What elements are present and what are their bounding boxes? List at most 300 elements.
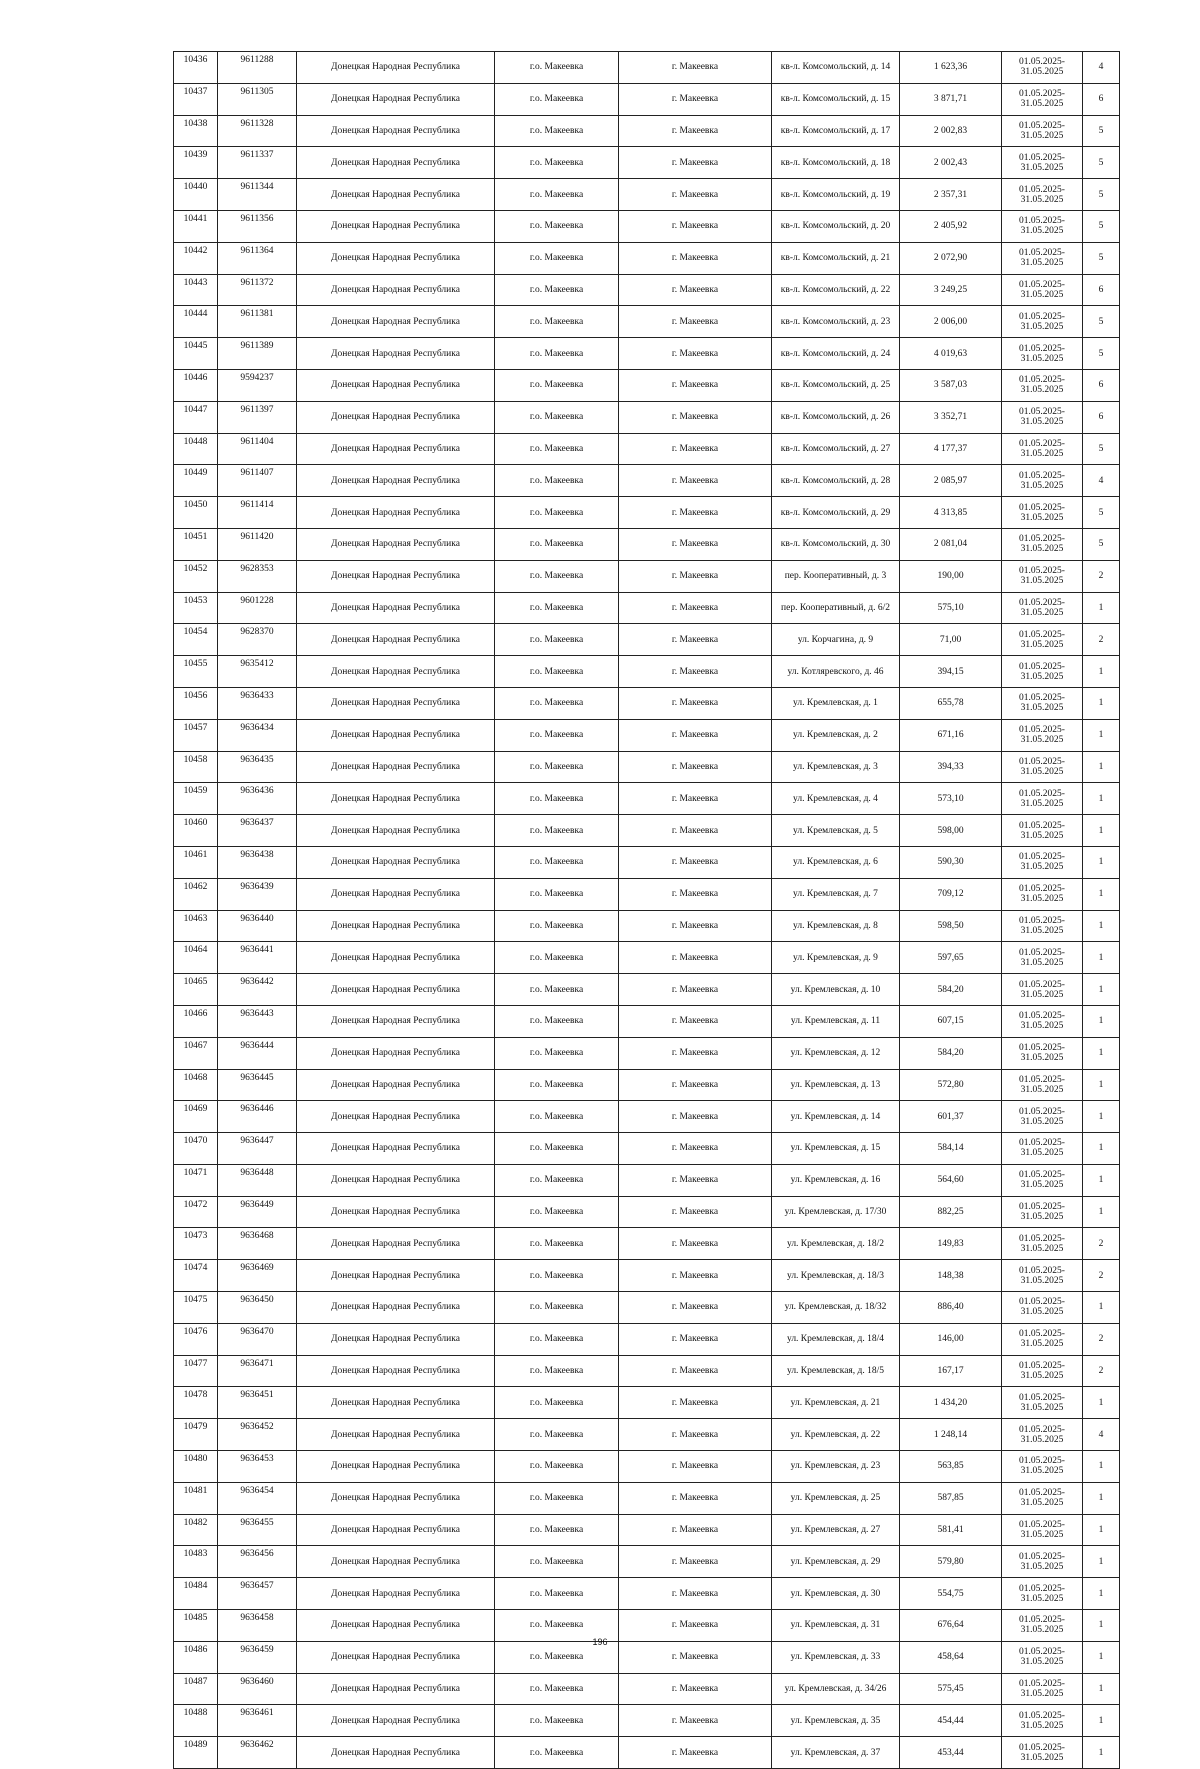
- count-cell: 6: [1083, 369, 1120, 401]
- table-row: [174, 1323, 1120, 1355]
- row-number-cell: 10444: [174, 306, 218, 338]
- area-cell: 709,12: [900, 878, 1002, 910]
- table-row: [174, 942, 1120, 974]
- area-cell: 584,20: [900, 974, 1002, 1006]
- city-cell: г. Макеевка: [619, 1705, 772, 1737]
- period-cell: 01.05.2025-31.05.2025: [1002, 115, 1083, 147]
- table-row: [174, 465, 1120, 497]
- region-cell: Донецкая Народная Республика: [297, 942, 495, 974]
- city-cell: г. Макеевка: [619, 1069, 772, 1101]
- area-cell: 2 357,31: [900, 179, 1002, 211]
- object-id-cell: 9636454: [218, 1482, 297, 1514]
- object-id-cell: 9636452: [218, 1419, 297, 1451]
- address-cell: ул. Кремлевская, д. 8: [772, 910, 900, 942]
- city-cell: г. Макеевка: [619, 1673, 772, 1705]
- row-number-cell: 10479: [174, 1419, 218, 1451]
- table-row: [174, 1196, 1120, 1228]
- table-row: [174, 242, 1120, 274]
- row-number-cell: 10484: [174, 1578, 218, 1610]
- count-cell: 1: [1083, 1101, 1120, 1133]
- address-cell: ул. Кремлевская, д. 22: [772, 1419, 900, 1451]
- table-row: [174, 1705, 1120, 1737]
- address-cell: ул. Кремлевская, д. 15: [772, 1133, 900, 1165]
- address-cell: ул. Кремлевская, д. 18/4: [772, 1323, 900, 1355]
- count-cell: 2: [1083, 624, 1120, 656]
- region-cell: Донецкая Народная Республика: [297, 1514, 495, 1546]
- area-cell: 590,30: [900, 846, 1002, 878]
- table-row: [174, 1164, 1120, 1196]
- region-cell: Донецкая Народная Республика: [297, 497, 495, 529]
- count-cell: 1: [1083, 974, 1120, 1006]
- area-cell: 4 177,37: [900, 433, 1002, 465]
- city-cell: г. Макеевка: [619, 1514, 772, 1546]
- count-cell: 1: [1083, 1387, 1120, 1419]
- region-cell: Донецкая Народная Республика: [297, 1069, 495, 1101]
- area-cell: 2 002,83: [900, 115, 1002, 147]
- region-cell: Донецкая Народная Республика: [297, 751, 495, 783]
- address-cell: ул. Кремлевская, д. 7: [772, 878, 900, 910]
- city-cell: г. Макеевка: [619, 306, 772, 338]
- address-cell: ул. Кремлевская, д. 17/30: [772, 1196, 900, 1228]
- area-cell: 2 002,43: [900, 147, 1002, 179]
- table-body: [174, 52, 1120, 1769]
- region-cell: Донецкая Народная Республика: [297, 1610, 495, 1642]
- object-id-cell: 9636450: [218, 1292, 297, 1324]
- address-cell: кв-л. Комсомольский, д. 25: [772, 369, 900, 401]
- table-row: [174, 1037, 1120, 1069]
- city-cell: г. Макеевка: [619, 369, 772, 401]
- region-cell: Донецкая Народная Республика: [297, 910, 495, 942]
- object-id-cell: 9636433: [218, 687, 297, 719]
- area-cell: 4 019,63: [900, 338, 1002, 370]
- district-cell: г.о. Макеевка: [495, 974, 619, 1006]
- address-cell: ул. Кремлевская, д. 29: [772, 1546, 900, 1578]
- area-cell: 601,37: [900, 1101, 1002, 1133]
- district-cell: г.о. Макеевка: [495, 1323, 619, 1355]
- count-cell: 2: [1083, 1228, 1120, 1260]
- region-cell: Донецкая Народная Республика: [297, 1546, 495, 1578]
- district-cell: г.о. Макеевка: [495, 497, 619, 529]
- region-cell: Донецкая Народная Республика: [297, 52, 495, 84]
- period-cell: 01.05.2025-31.05.2025: [1002, 942, 1083, 974]
- city-cell: г. Макеевка: [619, 465, 772, 497]
- table-row: [174, 560, 1120, 592]
- city-cell: г. Макеевка: [619, 1133, 772, 1165]
- object-id-cell: 9636445: [218, 1069, 297, 1101]
- region-cell: Донецкая Народная Республика: [297, 306, 495, 338]
- region-cell: Донецкая Народная Республика: [297, 115, 495, 147]
- address-cell: ул. Кремлевская, д. 18/5: [772, 1355, 900, 1387]
- period-cell: 01.05.2025-31.05.2025: [1002, 1578, 1083, 1610]
- address-cell: ул. Кремлевская, д. 34/26: [772, 1673, 900, 1705]
- area-cell: 584,14: [900, 1133, 1002, 1165]
- period-cell: 01.05.2025-31.05.2025: [1002, 179, 1083, 211]
- row-number-cell: 10451: [174, 528, 218, 560]
- period-cell: 01.05.2025-31.05.2025: [1002, 1546, 1083, 1578]
- city-cell: г. Макеевка: [619, 338, 772, 370]
- row-number-cell: 10437: [174, 83, 218, 115]
- city-cell: г. Макеевка: [619, 974, 772, 1006]
- area-cell: 3 352,71: [900, 401, 1002, 433]
- count-cell: 1: [1083, 1451, 1120, 1483]
- count-cell: 1: [1083, 1482, 1120, 1514]
- row-number-cell: 10471: [174, 1164, 218, 1196]
- row-number-cell: 10442: [174, 242, 218, 274]
- row-number-cell: 10478: [174, 1387, 218, 1419]
- city-cell: г. Макеевка: [619, 83, 772, 115]
- object-id-cell: 9611364: [218, 242, 297, 274]
- period-cell: 01.05.2025-31.05.2025: [1002, 1323, 1083, 1355]
- region-cell: Донецкая Народная Республика: [297, 1260, 495, 1292]
- district-cell: г.о. Макеевка: [495, 465, 619, 497]
- region-cell: Донецкая Народная Республика: [297, 1641, 495, 1673]
- region-cell: Донецкая Народная Республика: [297, 1578, 495, 1610]
- period-cell: 01.05.2025-31.05.2025: [1002, 274, 1083, 306]
- count-cell: 1: [1083, 1641, 1120, 1673]
- region-cell: Донецкая Народная Республика: [297, 147, 495, 179]
- object-id-cell: 9636439: [218, 878, 297, 910]
- area-cell: 458,64: [900, 1641, 1002, 1673]
- region-cell: Донецкая Народная Республика: [297, 179, 495, 211]
- region-cell: Донецкая Народная Республика: [297, 433, 495, 465]
- period-cell: 01.05.2025-31.05.2025: [1002, 624, 1083, 656]
- count-cell: 5: [1083, 115, 1120, 147]
- object-id-cell: 9636462: [218, 1737, 297, 1769]
- row-number-cell: 10459: [174, 783, 218, 815]
- count-cell: 5: [1083, 528, 1120, 560]
- city-cell: г. Макеевка: [619, 401, 772, 433]
- district-cell: г.о. Макеевка: [495, 1387, 619, 1419]
- region-cell: Донецкая Народная Республика: [297, 974, 495, 1006]
- district-cell: г.о. Макеевка: [495, 1514, 619, 1546]
- object-id-cell: 9611337: [218, 147, 297, 179]
- region-cell: Донецкая Народная Республика: [297, 592, 495, 624]
- object-id-cell: 9611372: [218, 274, 297, 306]
- area-cell: 607,15: [900, 1005, 1002, 1037]
- object-id-cell: 9636447: [218, 1133, 297, 1165]
- object-id-cell: 9636460: [218, 1673, 297, 1705]
- count-cell: 1: [1083, 1514, 1120, 1546]
- address-cell: ул. Кремлевская, д. 18/2: [772, 1228, 900, 1260]
- district-cell: г.о. Макеевка: [495, 433, 619, 465]
- table-row: [174, 910, 1120, 942]
- region-cell: Донецкая Народная Республика: [297, 1737, 495, 1769]
- object-id-cell: 9636436: [218, 783, 297, 815]
- object-id-cell: 9611389: [218, 338, 297, 370]
- row-number-cell: 10456: [174, 687, 218, 719]
- row-number-cell: 10464: [174, 942, 218, 974]
- region-cell: Донецкая Народная Республика: [297, 1228, 495, 1260]
- table-row: [174, 433, 1120, 465]
- row-number-cell: 10465: [174, 974, 218, 1006]
- count-cell: 1: [1083, 1578, 1120, 1610]
- district-cell: г.о. Макеевка: [495, 1705, 619, 1737]
- period-cell: 01.05.2025-31.05.2025: [1002, 338, 1083, 370]
- area-cell: 886,40: [900, 1292, 1002, 1324]
- district-cell: г.о. Макеевка: [495, 1610, 619, 1642]
- city-cell: г. Макеевка: [619, 115, 772, 147]
- object-id-cell: 9636435: [218, 751, 297, 783]
- row-number-cell: 10474: [174, 1260, 218, 1292]
- table-row: [174, 687, 1120, 719]
- city-cell: г. Макеевка: [619, 719, 772, 751]
- area-cell: 148,38: [900, 1260, 1002, 1292]
- address-cell: ул. Кремлевская, д. 18/3: [772, 1260, 900, 1292]
- area-cell: 454,44: [900, 1705, 1002, 1737]
- region-cell: Донецкая Народная Республика: [297, 878, 495, 910]
- period-cell: 01.05.2025-31.05.2025: [1002, 1133, 1083, 1165]
- city-cell: г. Макеевка: [619, 624, 772, 656]
- address-cell: ул. Кремлевская, д. 18/32: [772, 1292, 900, 1324]
- row-number-cell: 10467: [174, 1037, 218, 1069]
- area-cell: 597,65: [900, 942, 1002, 974]
- city-cell: г. Макеевка: [619, 1482, 772, 1514]
- address-cell: ул. Кремлевская, д. 13: [772, 1069, 900, 1101]
- table-row: [174, 1069, 1120, 1101]
- period-cell: 01.05.2025-31.05.2025: [1002, 656, 1083, 688]
- row-number-cell: 10466: [174, 1005, 218, 1037]
- city-cell: г. Макеевка: [619, 1546, 772, 1578]
- region-cell: Донецкая Народная Республика: [297, 1355, 495, 1387]
- area-cell: 671,16: [900, 719, 1002, 751]
- object-id-cell: 9611356: [218, 210, 297, 242]
- region-cell: Донецкая Народная Республика: [297, 83, 495, 115]
- city-cell: г. Макеевка: [619, 242, 772, 274]
- region-cell: Донецкая Народная Республика: [297, 783, 495, 815]
- city-cell: г. Макеевка: [619, 1610, 772, 1642]
- row-number-cell: 10455: [174, 656, 218, 688]
- row-number-cell: 10468: [174, 1069, 218, 1101]
- object-id-cell: 9611305: [218, 83, 297, 115]
- district-cell: г.о. Макеевка: [495, 83, 619, 115]
- table-row: [174, 1355, 1120, 1387]
- object-id-cell: 9611381: [218, 306, 297, 338]
- area-cell: 190,00: [900, 560, 1002, 592]
- district-cell: г.о. Макеевка: [495, 1228, 619, 1260]
- period-cell: 01.05.2025-31.05.2025: [1002, 306, 1083, 338]
- table-row: [174, 1419, 1120, 1451]
- city-cell: г. Макеевка: [619, 878, 772, 910]
- object-id-cell: 9611414: [218, 497, 297, 529]
- region-cell: Донецкая Народная Республика: [297, 1705, 495, 1737]
- period-cell: 01.05.2025-31.05.2025: [1002, 210, 1083, 242]
- row-number-cell: 10454: [174, 624, 218, 656]
- city-cell: г. Макеевка: [619, 1101, 772, 1133]
- address-cell: ул. Кремлевская, д. 14: [772, 1101, 900, 1133]
- district-cell: г.о. Макеевка: [495, 115, 619, 147]
- period-cell: 01.05.2025-31.05.2025: [1002, 719, 1083, 751]
- object-id-cell: 9636455: [218, 1514, 297, 1546]
- table-row: [174, 1387, 1120, 1419]
- row-number-cell: 10483: [174, 1546, 218, 1578]
- city-cell: г. Макеевка: [619, 942, 772, 974]
- period-cell: 01.05.2025-31.05.2025: [1002, 1228, 1083, 1260]
- row-number-cell: 10470: [174, 1133, 218, 1165]
- district-cell: г.о. Макеевка: [495, 1482, 619, 1514]
- count-cell: 5: [1083, 306, 1120, 338]
- district-cell: г.о. Макеевка: [495, 369, 619, 401]
- row-number-cell: 10458: [174, 751, 218, 783]
- address-cell: ул. Кремлевская, д. 2: [772, 719, 900, 751]
- region-cell: Донецкая Народная Республика: [297, 1133, 495, 1165]
- city-cell: г. Макеевка: [619, 1355, 772, 1387]
- address-cell: ул. Кремлевская, д. 6: [772, 846, 900, 878]
- row-number-cell: 10473: [174, 1228, 218, 1260]
- period-cell: 01.05.2025-31.05.2025: [1002, 1482, 1083, 1514]
- row-number-cell: 10462: [174, 878, 218, 910]
- region-cell: Донецкая Народная Республика: [297, 401, 495, 433]
- address-cell: ул. Котляревского, д. 46: [772, 656, 900, 688]
- row-number-cell: 10486: [174, 1641, 218, 1673]
- region-cell: Донецкая Народная Республика: [297, 369, 495, 401]
- period-cell: 01.05.2025-31.05.2025: [1002, 1387, 1083, 1419]
- count-cell: 1: [1083, 592, 1120, 624]
- region-cell: Донецкая Народная Республика: [297, 242, 495, 274]
- period-cell: 01.05.2025-31.05.2025: [1002, 1005, 1083, 1037]
- period-cell: 01.05.2025-31.05.2025: [1002, 878, 1083, 910]
- area-cell: 584,20: [900, 1037, 1002, 1069]
- address-cell: кв-л. Комсомольский, д. 22: [772, 274, 900, 306]
- city-cell: г. Макеевка: [619, 1737, 772, 1769]
- count-cell: 1: [1083, 1037, 1120, 1069]
- city-cell: г. Макеевка: [619, 1164, 772, 1196]
- row-number-cell: 10461: [174, 846, 218, 878]
- period-cell: 01.05.2025-31.05.2025: [1002, 1451, 1083, 1483]
- address-cell: ул. Кремлевская, д. 25: [772, 1482, 900, 1514]
- area-cell: 655,78: [900, 687, 1002, 719]
- table-row: [174, 338, 1120, 370]
- object-id-cell: 9636459: [218, 1641, 297, 1673]
- city-cell: г. Макеевка: [619, 274, 772, 306]
- table-row: [174, 1260, 1120, 1292]
- city-cell: г. Макеевка: [619, 1260, 772, 1292]
- table-row: [174, 1514, 1120, 1546]
- table-row: [174, 1578, 1120, 1610]
- count-cell: 6: [1083, 274, 1120, 306]
- row-number-cell: 10446: [174, 369, 218, 401]
- address-cell: кв-л. Комсомольский, д. 24: [772, 338, 900, 370]
- count-cell: 1: [1083, 1292, 1120, 1324]
- area-cell: 575,10: [900, 592, 1002, 624]
- count-cell: 1: [1083, 1005, 1120, 1037]
- object-id-cell: 9636451: [218, 1387, 297, 1419]
- period-cell: 01.05.2025-31.05.2025: [1002, 1673, 1083, 1705]
- count-cell: 2: [1083, 560, 1120, 592]
- address-cell: пер. Кооперативный, д. 6/2: [772, 592, 900, 624]
- object-id-cell: 9635412: [218, 656, 297, 688]
- city-cell: г. Макеевка: [619, 815, 772, 847]
- area-cell: 71,00: [900, 624, 1002, 656]
- period-cell: 01.05.2025-31.05.2025: [1002, 846, 1083, 878]
- district-cell: г.о. Макеевка: [495, 910, 619, 942]
- region-cell: Донецкая Народная Республика: [297, 1196, 495, 1228]
- table-row: [174, 210, 1120, 242]
- count-cell: 5: [1083, 338, 1120, 370]
- district-cell: г.о. Макеевка: [495, 783, 619, 815]
- period-cell: 01.05.2025-31.05.2025: [1002, 1196, 1083, 1228]
- object-id-cell: 9636453: [218, 1451, 297, 1483]
- district-cell: г.о. Макеевка: [495, 1355, 619, 1387]
- district-cell: г.о. Макеевка: [495, 1164, 619, 1196]
- row-number-cell: 10485: [174, 1610, 218, 1642]
- count-cell: 5: [1083, 147, 1120, 179]
- district-cell: г.о. Макеевка: [495, 1451, 619, 1483]
- district-cell: г.о. Макеевка: [495, 210, 619, 242]
- area-cell: 146,00: [900, 1323, 1002, 1355]
- count-cell: 1: [1083, 687, 1120, 719]
- area-cell: 563,85: [900, 1451, 1002, 1483]
- row-number-cell: 10452: [174, 560, 218, 592]
- district-cell: г.о. Макеевка: [495, 1292, 619, 1324]
- city-cell: г. Макеевка: [619, 1228, 772, 1260]
- count-cell: 1: [1083, 815, 1120, 847]
- district-cell: г.о. Макеевка: [495, 1037, 619, 1069]
- area-cell: 1 434,20: [900, 1387, 1002, 1419]
- table-row: [174, 974, 1120, 1006]
- count-cell: 1: [1083, 878, 1120, 910]
- object-id-cell: 9636468: [218, 1228, 297, 1260]
- table-row: [174, 497, 1120, 529]
- object-id-cell: 9636470: [218, 1323, 297, 1355]
- region-cell: Донецкая Народная Республика: [297, 274, 495, 306]
- address-cell: кв-л. Комсомольский, д. 23: [772, 306, 900, 338]
- district-cell: г.о. Макеевка: [495, 687, 619, 719]
- address-cell: кв-л. Комсомольский, д. 20: [772, 210, 900, 242]
- address-cell: ул. Кремлевская, д. 4: [772, 783, 900, 815]
- city-cell: г. Макеевка: [619, 433, 772, 465]
- row-number-cell: 10450: [174, 497, 218, 529]
- count-cell: 1: [1083, 783, 1120, 815]
- object-id-cell: 9611328: [218, 115, 297, 147]
- address-cell: кв-л. Комсомольский, д. 19: [772, 179, 900, 211]
- area-cell: 573,10: [900, 783, 1002, 815]
- row-number-cell: 10488: [174, 1705, 218, 1737]
- address-cell: пер. Кооперативный, д. 3: [772, 560, 900, 592]
- housing-registry-table: [173, 51, 1120, 1769]
- area-cell: 1 248,14: [900, 1419, 1002, 1451]
- area-cell: 167,17: [900, 1355, 1002, 1387]
- district-cell: г.о. Макеевка: [495, 1005, 619, 1037]
- count-cell: 2: [1083, 1260, 1120, 1292]
- area-cell: 2 085,97: [900, 465, 1002, 497]
- region-cell: Донецкая Народная Республика: [297, 846, 495, 878]
- district-cell: г.о. Макеевка: [495, 1196, 619, 1228]
- table-row: [174, 624, 1120, 656]
- table-row: [174, 815, 1120, 847]
- area-cell: 581,41: [900, 1514, 1002, 1546]
- area-cell: 554,75: [900, 1578, 1002, 1610]
- region-cell: Донецкая Народная Республика: [297, 1419, 495, 1451]
- district-cell: г.о. Макеевка: [495, 179, 619, 211]
- region-cell: Донецкая Народная Республика: [297, 687, 495, 719]
- region-cell: Донецкая Народная Республика: [297, 1387, 495, 1419]
- address-cell: ул. Кремлевская, д. 10: [772, 974, 900, 1006]
- area-cell: 149,83: [900, 1228, 1002, 1260]
- city-cell: г. Макеевка: [619, 497, 772, 529]
- row-number-cell: 10472: [174, 1196, 218, 1228]
- period-cell: 01.05.2025-31.05.2025: [1002, 974, 1083, 1006]
- table-row: [174, 878, 1120, 910]
- count-cell: 5: [1083, 433, 1120, 465]
- city-cell: г. Макеевка: [619, 1005, 772, 1037]
- table-row: [174, 1228, 1120, 1260]
- area-cell: 2 405,92: [900, 210, 1002, 242]
- area-cell: 394,33: [900, 751, 1002, 783]
- count-cell: 1: [1083, 1164, 1120, 1196]
- address-cell: ул. Кремлевская, д. 23: [772, 1451, 900, 1483]
- address-cell: ул. Кремлевская, д. 35: [772, 1705, 900, 1737]
- district-cell: г.о. Макеевка: [495, 624, 619, 656]
